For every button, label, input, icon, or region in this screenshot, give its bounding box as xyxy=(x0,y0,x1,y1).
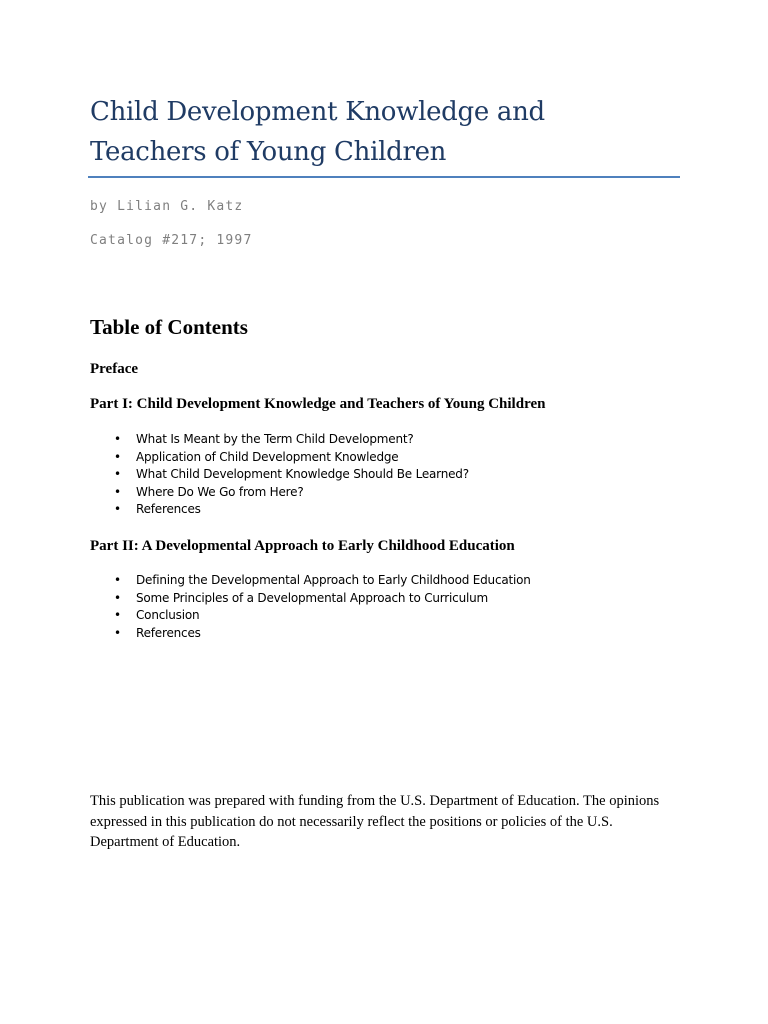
list-item xyxy=(90,607,531,625)
list-item xyxy=(90,572,531,590)
list-item-label: References xyxy=(136,502,201,517)
title-line-1: Child Development Knowledge and xyxy=(90,97,545,127)
list-item-label: Where Do We Go from Here? xyxy=(136,484,304,499)
bullet-icon: • xyxy=(114,590,121,605)
toc-heading: Table of Contents xyxy=(90,315,248,339)
bullet-icon: • xyxy=(114,432,121,446)
author-line: by Lilian G. Katz xyxy=(90,199,244,214)
list-item xyxy=(90,466,469,484)
list-item-label: Application of Child Development Knowledge xyxy=(136,449,399,464)
list-item-label: What Child Development Knowledge Should Be Learned? xyxy=(136,467,469,482)
toc-part2-list xyxy=(90,572,531,642)
list-item xyxy=(90,625,531,643)
list-item xyxy=(90,449,469,467)
toc-part1-list xyxy=(90,431,469,519)
bullet-icon: • xyxy=(114,573,121,587)
bullet-icon: • xyxy=(114,608,121,623)
toc-preface: Preface xyxy=(90,361,139,377)
funding-disclaimer: This publication was prepared with funding from the U.S. Department of Education. The opinions expressed in this publication do not necessarily reflect the positions or policies of the U.S. Department of Education. xyxy=(90,793,660,850)
list-item-label: Defining the Developmental Approach to Early Childhood Education xyxy=(136,573,531,587)
title-line-2: Teachers of Young Children xyxy=(90,137,447,167)
bullet-icon: • xyxy=(114,625,121,640)
list-item xyxy=(90,590,531,608)
bullet-icon: • xyxy=(114,502,121,517)
bullet-icon: • xyxy=(114,484,121,499)
title-divider xyxy=(88,176,680,178)
catalog-line: Catalog #217; 1997 xyxy=(90,233,253,248)
list-item xyxy=(90,431,469,449)
list-item-label: What Is Meant by the Term Child Development? xyxy=(136,432,414,446)
document-title xyxy=(90,92,680,172)
bullet-icon: • xyxy=(114,467,121,482)
list-item-label: Conclusion xyxy=(136,608,200,623)
toc-part2-title: Part II: A Developmental Approach to Early Childhood Education xyxy=(90,538,515,554)
list-item xyxy=(90,484,469,502)
list-item-label: References xyxy=(136,625,201,640)
bullet-icon: • xyxy=(114,449,121,464)
list-item-label: Some Principles of a Developmental Approach to Curriculum xyxy=(136,590,489,605)
list-item xyxy=(90,501,469,519)
toc-part1-title: Part I: Child Development Knowledge and Teachers of Young Children xyxy=(90,396,546,412)
